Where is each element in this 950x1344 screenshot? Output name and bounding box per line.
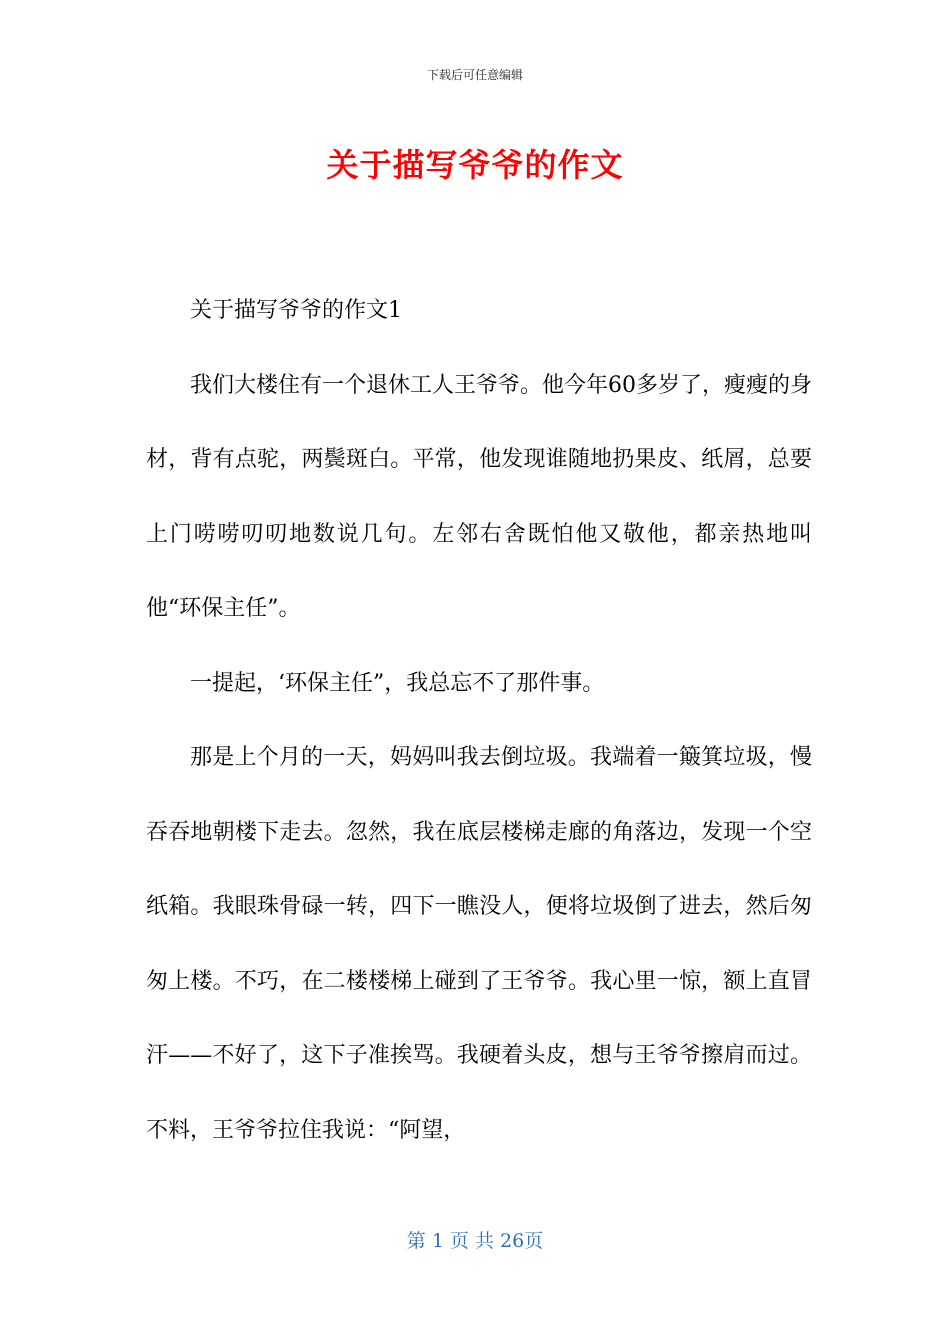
paragraph: 一提起，‘环保主任”，我总忘不了那件事。 bbox=[190, 670, 605, 696]
paragraph: 我们大楼住有一个退休工人王爷爷。他今年60多岁了，瘦瘦的身材，背有点驼，两鬓斑白。平常，他发现谁随地扔果皮、纸屑，总要上门唠唠叨叨地数说几句。左邻右舍既怕他又敬他，都亲热地叫他“环保主任”。 bbox=[146, 372, 812, 621]
footer-middle: 页 共 bbox=[449, 1230, 494, 1252]
page-footer bbox=[0, 1226, 950, 1253]
footer-prefix: 第 bbox=[406, 1230, 426, 1252]
footer-total-pages: 26 bbox=[500, 1230, 525, 1252]
paragraph: 关于描写爷爷的作文1 bbox=[190, 298, 402, 323]
footer-page-number: 1 bbox=[431, 1230, 444, 1252]
paragraph: 那是上个月的一天，妈妈叫我去倒垃圾。我端着一簸箕垃圾，慢吞吞地朝楼下走去。忽然，我在底层楼梯走廊的角落边，发现一个空纸箱。我眼珠骨碌一转，四下一瞧没人，便将垃圾倒了进去，然后匆匆上楼。不巧，在二楼楼梯上碰到了王爷爷。我心里一惊，额上直冒汗——不好了，这下子准挨骂。我硬着头皮，想与王爷爷擦肩而过。不料，王爷爷拉住我说：“阿望， bbox=[146, 745, 812, 1143]
footer-suffix: 页 bbox=[524, 1230, 544, 1252]
document-body bbox=[146, 274, 812, 1168]
document-title: 关于描写爷爷的作文 bbox=[326, 146, 624, 184]
header-note: 下载后可任意编辑 bbox=[426, 68, 523, 82]
